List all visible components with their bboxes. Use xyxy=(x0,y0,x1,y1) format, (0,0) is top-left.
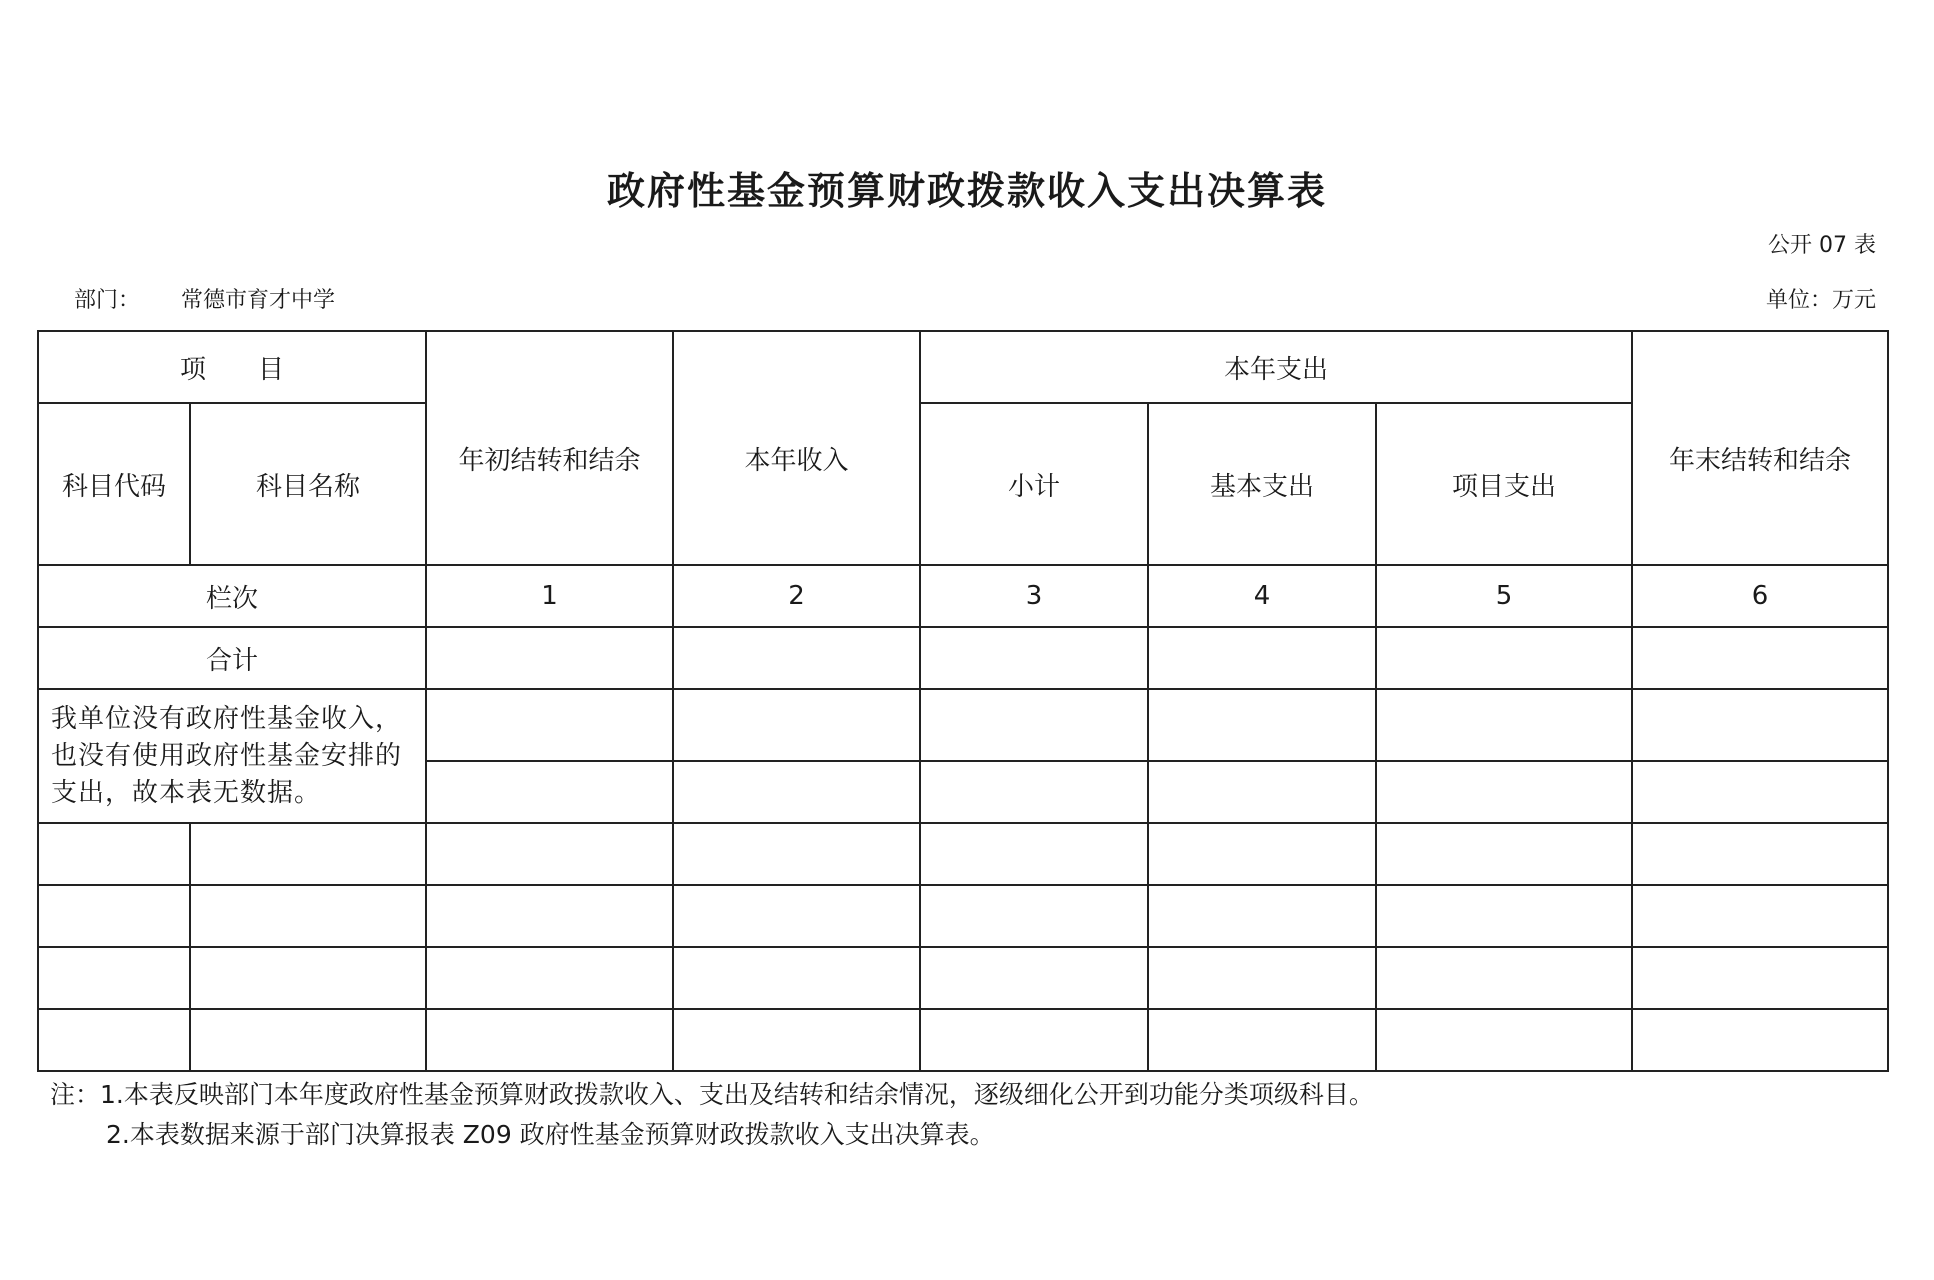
table-cell xyxy=(673,1009,920,1071)
department-name: 常德市育才中学 xyxy=(181,288,336,313)
table-cell xyxy=(190,885,426,947)
table-cell xyxy=(1376,761,1632,823)
department-label: 部门： xyxy=(74,288,141,313)
table-row xyxy=(38,947,1888,1009)
total-label: 合计 xyxy=(38,627,426,689)
table-cell xyxy=(426,947,673,1009)
table-cell xyxy=(1632,823,1888,885)
table-cell xyxy=(1148,947,1376,1009)
note-row xyxy=(38,689,1888,761)
table-cell xyxy=(426,823,673,885)
table-cell xyxy=(673,885,920,947)
header-name: 科目名称 xyxy=(190,403,426,565)
column-number: 6 xyxy=(1632,565,1888,627)
table-cell xyxy=(426,627,673,689)
table-cell xyxy=(1632,761,1888,823)
column-number: 1 xyxy=(426,565,673,627)
header-begin-balance: 年初结转和结余 xyxy=(426,331,673,565)
table-cell xyxy=(1148,885,1376,947)
table-cell xyxy=(1632,689,1888,761)
table-cell xyxy=(1632,627,1888,689)
table-cell xyxy=(1376,823,1632,885)
table-cell xyxy=(673,627,920,689)
table-cell xyxy=(1376,1009,1632,1071)
table-cell xyxy=(38,947,190,1009)
table-cell xyxy=(190,1009,426,1071)
table-cell xyxy=(920,947,1148,1009)
table-cell xyxy=(1376,689,1632,761)
column-number: 3 xyxy=(920,565,1148,627)
page-title: 政府性基金预算财政拨款收入支出决算表 xyxy=(606,169,1327,213)
table-cell xyxy=(1148,761,1376,823)
table-row xyxy=(38,823,1888,885)
column-number-row xyxy=(38,565,1888,627)
table-cell xyxy=(920,885,1148,947)
table-cell xyxy=(920,689,1148,761)
header-code: 科目代码 xyxy=(38,403,190,565)
column-number: 4 xyxy=(1148,565,1376,627)
table-cell xyxy=(1376,947,1632,1009)
table-row xyxy=(38,885,1888,947)
department-line xyxy=(74,283,335,314)
table-cell xyxy=(38,823,190,885)
header-project-expense: 项目支出 xyxy=(1376,403,1632,565)
table-cell xyxy=(673,689,920,761)
table-cell xyxy=(1632,947,1888,1009)
column-number-label: 栏次 xyxy=(38,565,426,627)
table-cell xyxy=(426,761,673,823)
table-cell xyxy=(190,823,426,885)
table-cell xyxy=(920,761,1148,823)
table-cell xyxy=(920,1009,1148,1071)
table-cell xyxy=(673,761,920,823)
footnote-2: 2.本表数据来源于部门决算报表 Z09 政府性基金预算财政拨款收入支出决算表。 xyxy=(106,1120,995,1149)
header-income: 本年收入 xyxy=(673,331,920,565)
table-cell xyxy=(1632,1009,1888,1071)
table-cell xyxy=(1148,627,1376,689)
table-cell xyxy=(1148,1009,1376,1071)
header-row-2 xyxy=(38,403,1888,565)
column-number: 2 xyxy=(673,565,920,627)
unit-label: 单位：万元 xyxy=(1765,288,1876,313)
budget-table xyxy=(37,330,1889,1072)
table-cell xyxy=(1376,627,1632,689)
table-cell xyxy=(1148,823,1376,885)
header-end-balance: 年末结转和结余 xyxy=(1632,331,1888,565)
header-row-1 xyxy=(38,331,1888,403)
table-cell xyxy=(673,823,920,885)
table-cell xyxy=(920,823,1148,885)
header-basic: 基本支出 xyxy=(1148,403,1376,565)
table-cell xyxy=(426,885,673,947)
column-number: 5 xyxy=(1376,565,1632,627)
header-project: 项 目 xyxy=(38,331,426,403)
table-cell xyxy=(920,627,1148,689)
header-expense: 本年支出 xyxy=(920,331,1632,403)
table-cell xyxy=(673,947,920,1009)
footnote-1: 注：1.本表反映部门本年度政府性基金预算财政拨款收入、支出及结转和结余情况，逐级细化公开到功能分类项级科目。 xyxy=(50,1080,1374,1109)
header-subtotal: 小计 xyxy=(920,403,1148,565)
form-number: 公开 07 表 xyxy=(1768,233,1876,258)
no-data-note: 我单位没有政府性基金收入，也没有使用政府性基金安排的支出，故本表无数据。 xyxy=(38,689,426,823)
table-cell xyxy=(1632,885,1888,947)
table-row xyxy=(38,1009,1888,1071)
table-cell xyxy=(1148,689,1376,761)
table-cell xyxy=(38,1009,190,1071)
table-cell xyxy=(38,885,190,947)
table-cell xyxy=(1376,885,1632,947)
table-cell xyxy=(426,1009,673,1071)
total-row xyxy=(38,627,1888,689)
table-cell xyxy=(190,947,426,1009)
table-cell xyxy=(426,689,673,761)
